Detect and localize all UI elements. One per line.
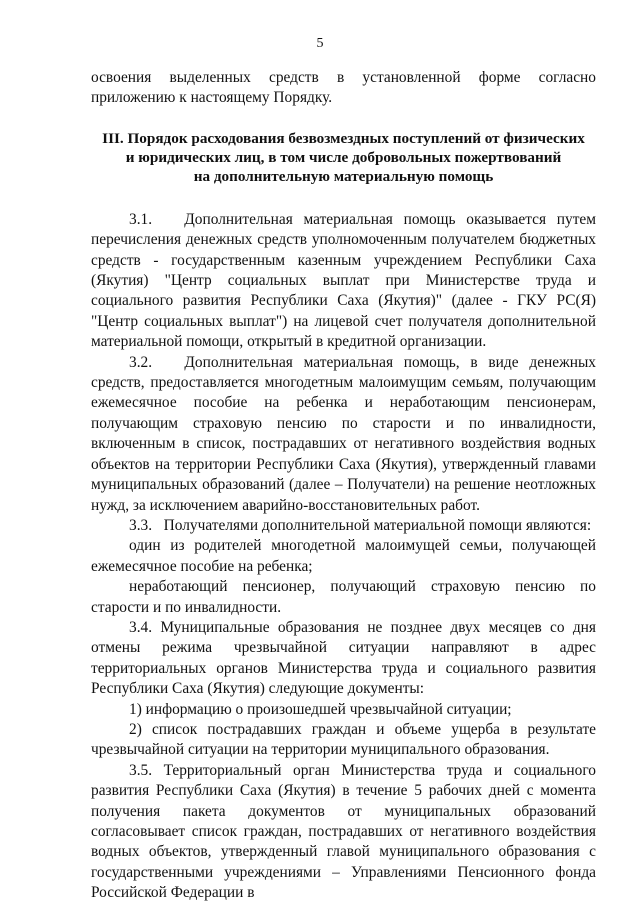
document-item-2: 2) список пострадавших граждан и объеме ущерба в результате чрезвычайной ситуации на территории муниципального образования. <box>91 720 596 759</box>
section-heading <box>91 129 596 186</box>
section-heading-line: на дополнительную материальную помощь <box>193 167 494 185</box>
paragraph-3-3: 3.3. Получателями дополнительной материальной помощи являются: <box>129 516 592 534</box>
page-number: 5 <box>316 36 324 51</box>
paragraph-3-2: 3.2. Дополнительная материальная помощь, в виде денежных средств, предоставляется многодетным малоимущим семьям, получающим ежемесячное пособие на ребенка и неработающим пенсионерам, получающим страховую пенсию по старости и по инвалидности, включенным в список, пострадавших от негативного воздействия водных объектов на территории Республики Саха (Якутия), утвержденный главами муниципальных образований (далее – Получатели) на решение неотложных нужд, за исключением аварийно-восстановительных работ. <box>91 353 596 514</box>
section-heading-line: и юридических лиц, в том числе добровольных пожертвований <box>125 148 562 166</box>
recipient-item-pensioner: неработающий пенсионер, получающий страховую пенсию по старости и по инвалидности. <box>91 578 596 616</box>
section-heading-line: III. Порядок расходования безвозмездных поступлений от физических <box>102 129 585 147</box>
intro-paragraph: освоения выделенных средств в установленной форме согласно приложению к настоящему Порядку. <box>91 69 596 107</box>
paragraph-3-5: 3.5. Территориальный орган Министерства труда и социального развития Республики Саха (Якутия) в течение 5 рабочих дней с момента получения пакета документов от муниципальных образований согласовывает список граждан, пострадавших от негативного воздействия водных объектов, утвержденный главой муниципального образования с государственными учреждениями – Управлениями Пенсионного фонда Российской Федерации в <box>91 761 596 902</box>
recipient-item-parent: один из родителей многодетной малоимущей семьи, получающей ежемесячное пособие на ребенка; <box>91 537 596 575</box>
document-item-1: 1) информацию о произошедшей чрезвычайной ситуации; <box>129 700 512 718</box>
paragraph-3-1: 3.1. Дополнительная материальная помощь оказывается путем перечисления денежных средств уполномоченным получателем бюджетных средств - государственным казенным учреждением Республики Саха (Якутия) "Центр социальных выплат при Министерстве труда и социального развития Республики Саха (Якутия)" (далее - ГКУ РС(Я) "Центр социальных выплат") на лицевой счет получателя дополнительной материальной помощи, открытый в кредитной организации. <box>91 210 596 351</box>
document-body <box>91 68 596 904</box>
paragraph-3-4: 3.4. Муниципальные образования не позднее двух месяцев со дня отмены режима чрезвычайной ситуации направляют в адрес территориальных органов Министерства труда и социального развития Республики Саха (Якутия) следующие документы: <box>91 618 596 698</box>
